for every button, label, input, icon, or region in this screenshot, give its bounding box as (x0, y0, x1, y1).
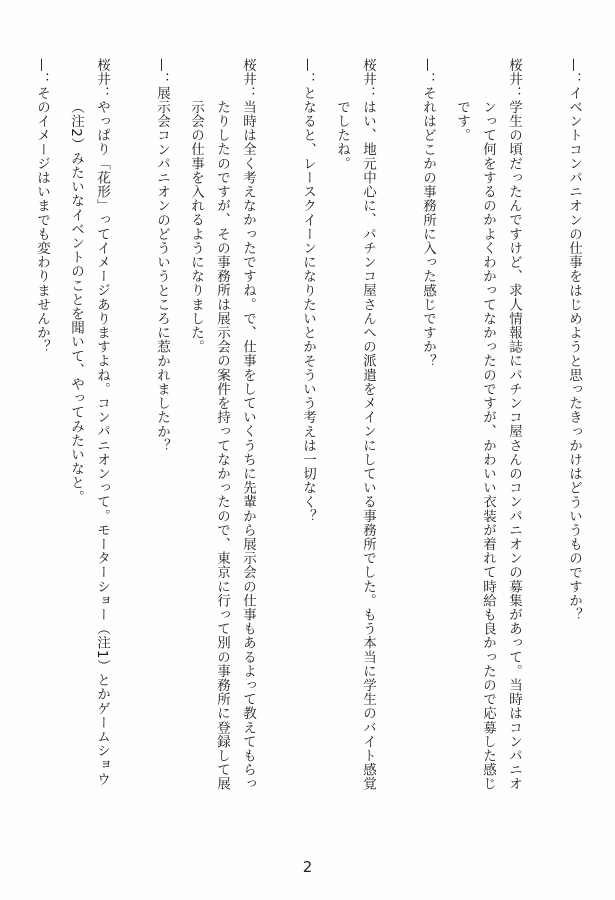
interview-question (3, 58, 55, 798)
interview-answer (329, 58, 381, 798)
speaker-label: —： (300, 58, 316, 87)
question-text: となると、レースクイーンになりたいとかそういう考えは一切なく？ (300, 86, 316, 524)
page-number: 2 (302, 858, 313, 876)
interview-question (123, 58, 175, 798)
answer-text: 当時は全く考えなかったですね。で、仕事をしていくうちに先輩から展示会の仕事もあるよって教えてもらったりしたのですが、その事務所は展示会の案件を持ってなかったので、東京に行って別の事務所に登録して展示会の仕事を入れるようになりました。 (188, 100, 256, 792)
answer-text: やっぱり「花形」ってイメージありますよね。コンパニオンって。モーターショー（注1）とかゲームショウ（注2）みたいなイベントのことを聞いて、やってみたいなと。 (68, 100, 110, 787)
question-text: イベントコンパニオンの仕事をはじめようと思ったきっかけはどういうものですか？ (566, 86, 582, 623)
question-text: そのイメージはいまでも変わりませんか？ (34, 86, 50, 355)
speaker-label: 桜井： (94, 58, 110, 101)
interview-question (269, 58, 321, 798)
speaker-label: 桜井： (240, 58, 256, 101)
interview-answer (449, 58, 527, 798)
interview-question (535, 58, 587, 798)
interview-answer (63, 58, 115, 798)
question-text: それはどこかの事務所に入った感じですか？ (420, 86, 436, 369)
answer-text: 学生の頃だったんですけど、求人情報誌にパチンコ屋さんのコンパニオンの募集があって。当時はコンパニオンって何をするのかよくわかってなかったのですが、かわいい衣装が着れて時給も良かったので応募した感じです。 (454, 100, 522, 792)
interview-text (17, 58, 587, 798)
speaker-label: 桜井： (506, 58, 522, 101)
answer-text: はい、地元中心に、パチンコ屋さんへの派遣をメインにしている事務所でした。もう本当に学生のバイト感覚でしたね。 (334, 100, 376, 792)
speaker-label: —： (420, 58, 436, 87)
question-text: 展示会コンパニオンのどういうところに惹かれましたか？ (154, 86, 170, 453)
speaker-label: —： (34, 58, 50, 87)
interview-answer (183, 58, 261, 798)
interview-question (389, 58, 441, 798)
speaker-label: —： (566, 58, 582, 87)
speaker-label: —： (154, 58, 170, 87)
speaker-label: 桜井： (360, 58, 376, 101)
